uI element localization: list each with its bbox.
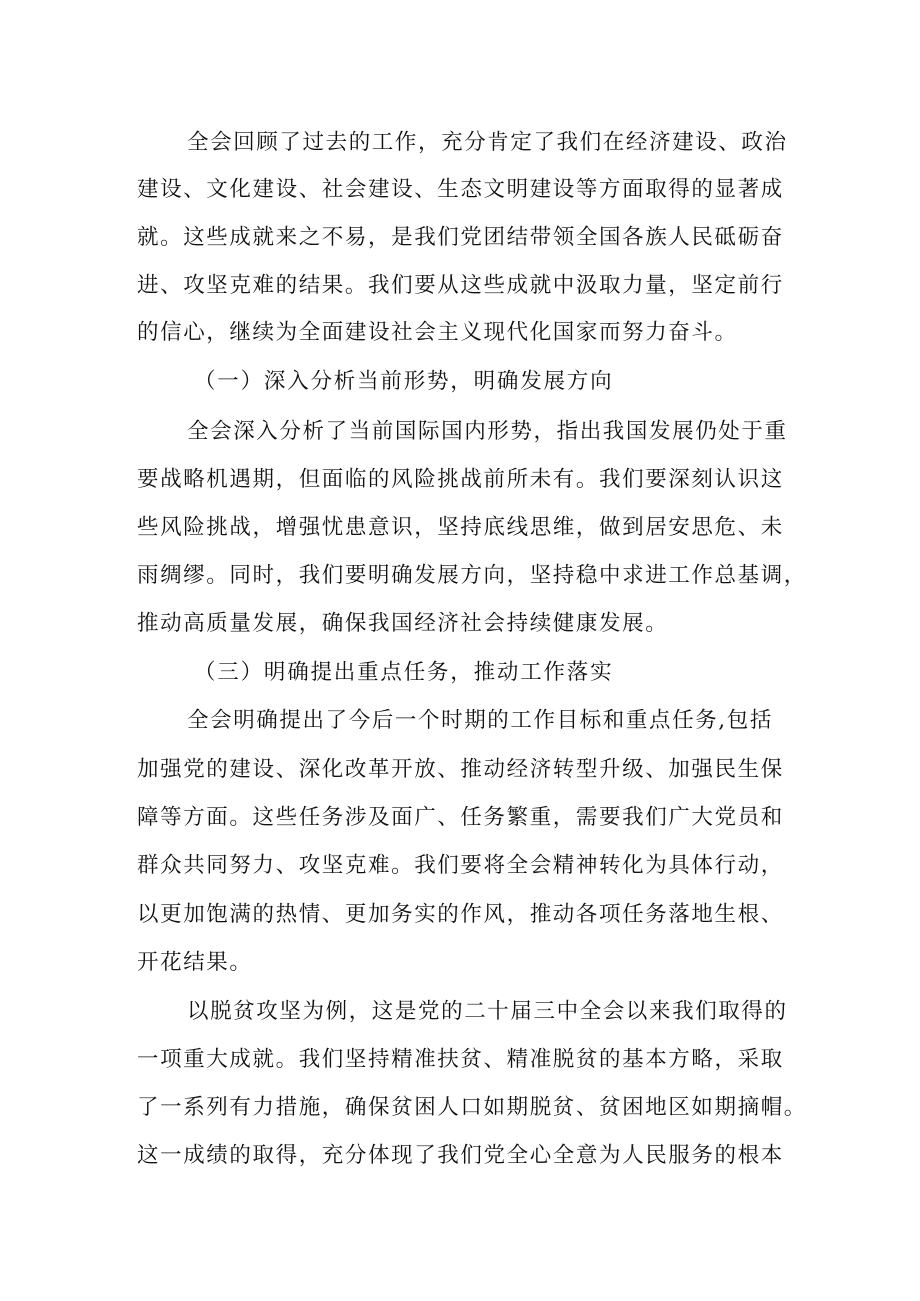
paragraph-line: 全会明确提出了今后一个时期的工作目标和重点任务,包括: [187, 708, 773, 733]
paragraph-line: 建设、文化建设、社会建设、生态文明建设等方面取得的显著成: [137, 177, 784, 202]
paragraph-line: 推动高质量发展，确保我国经济社会持续健康发展。: [137, 611, 669, 636]
paragraph-line: 些风险挑战，增强忧患意识，坚持底线思维，做到居安思危、未: [137, 515, 784, 540]
paragraph-line: 一项重大成就。我们坚持精准扶贫、精准脱贫的基本方略，采取: [137, 1047, 784, 1072]
paragraph-line: 要战略机遇期，但面临的风险挑战前所未有。我们要深刻认识这: [137, 467, 784, 492]
paragraph-line: 这一成绩的取得，充分体现了我们党全心全意为人民服务的根本: [137, 1143, 784, 1168]
paragraph-line: 以更加饱满的热情、更加务实的作风，推动各项任务落地生根、: [137, 902, 784, 927]
paragraph-line: 就。这些成就来之不易，是我们党团结带领全国各族人民砥砺奋: [137, 225, 784, 250]
paragraph-line: 的信心，继续为全面建设社会主义现代化国家而努力奋斗。: [137, 320, 738, 345]
paragraph-line: 雨绸缪。同时，我们要明确发展方向，坚持稳中求进工作总基调，: [137, 563, 807, 588]
paragraph-line: 群众共同努力、攻坚克难。我们要将全会精神转化为具体行动，: [137, 853, 784, 878]
paragraph-line: 障等方面。这些任务涉及面广、任务繁重，需要我们广大党员和: [137, 805, 784, 830]
paragraph-line: 全会回顾了过去的工作，充分肯定了我们在经济建设、政治: [187, 130, 788, 155]
paragraph-line: 了一系列有力措施，确保贫困人口如期脱贫、贫困地区如期摘帽。: [137, 1095, 807, 1120]
paragraph-line: 开花结果。: [137, 950, 253, 975]
paragraph-line: 以脱贫攻坚为例，这是党的二十届三中全会以来我们取得的: [187, 999, 788, 1024]
section-heading-1: （一）深入分析当前形势，明确发展方向: [194, 369, 614, 394]
paragraph-line: 进、攻坚克难的结果。我们要从这些成就中汲取力量，坚定前行: [137, 273, 784, 298]
paragraph-line: 加强党的建设、深化改革开放、推动经济转型升级、加强民生保: [137, 757, 784, 782]
section-heading-2: （三）明确提出重点任务，推动工作落实: [194, 660, 614, 685]
paragraph-line: 全会深入分析了当前国际国内形势，指出我国发展仍处于重: [187, 419, 788, 444]
